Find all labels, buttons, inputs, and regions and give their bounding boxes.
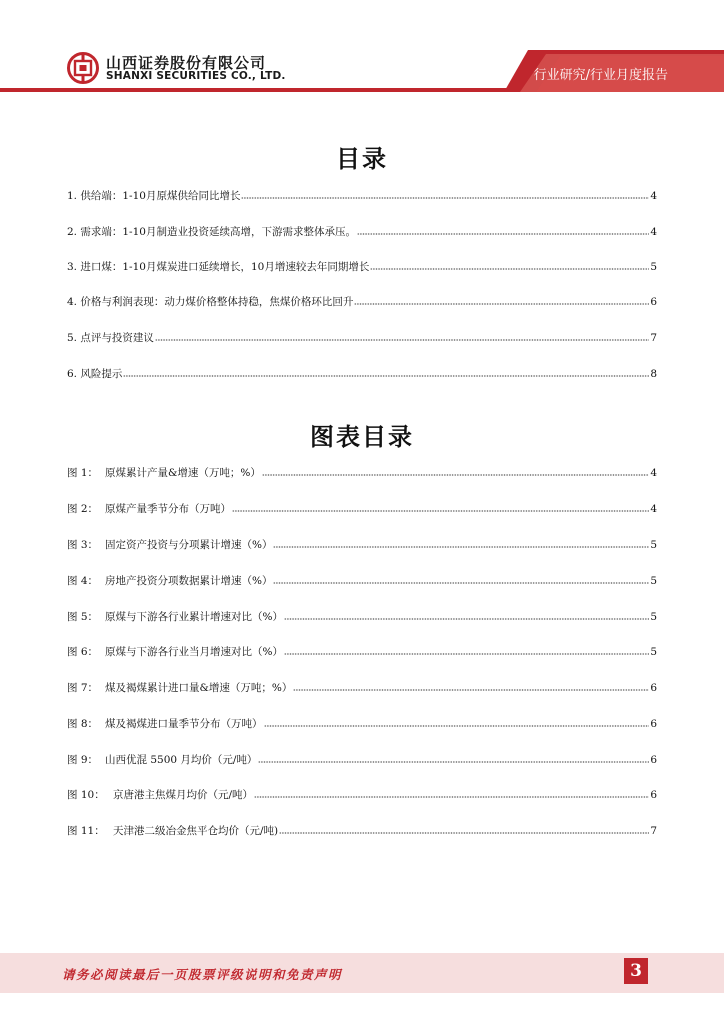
figure-entry[interactable] bbox=[67, 787, 657, 801]
toc-entry[interactable] bbox=[67, 259, 657, 273]
figure-entry-number: 图 6： bbox=[67, 646, 99, 658]
figure-entry-label: 煤及褐煤进口量季节分布（万吨） bbox=[105, 718, 263, 730]
figure-entry-page: 7 bbox=[650, 825, 657, 837]
page-header bbox=[0, 0, 724, 100]
figure-entry-page: 5 bbox=[650, 575, 657, 587]
figure-entry-label: 房地产投资分项数据累计增速（%） bbox=[105, 575, 273, 587]
toc-entry[interactable] bbox=[67, 294, 657, 308]
figure-entry[interactable] bbox=[67, 501, 657, 515]
toc-title: 目录 bbox=[336, 144, 388, 173]
figure-entry[interactable] bbox=[67, 716, 657, 730]
toc-entry-label: 点评与投资建议 bbox=[80, 332, 154, 344]
dot-leader bbox=[370, 261, 649, 270]
figure-entry-number: 图 3： bbox=[67, 539, 99, 551]
figure-list-title: 图表目录 bbox=[310, 422, 414, 451]
toc-entry-label: 价格与利润表现：动力煤价格整体持稳，焦煤价格环比回升 bbox=[80, 296, 354, 308]
report-type-label: 行业研究/行业月度报告 bbox=[533, 68, 668, 83]
figure-entry-label: 原煤产量季节分布（万吨） bbox=[105, 503, 231, 515]
figure-entry-page: 6 bbox=[650, 718, 657, 730]
figure-entry-page: 6 bbox=[650, 754, 657, 766]
toc-entry-number: 2. bbox=[67, 226, 78, 238]
company-name-en: SHANXI SECURITIES CO., LTD. bbox=[106, 70, 286, 82]
dot-leader bbox=[279, 825, 649, 834]
toc-entry-page: 4 bbox=[650, 226, 657, 238]
figure-entry-page: 6 bbox=[650, 789, 657, 801]
toc-entry-number: 1. bbox=[67, 190, 78, 202]
page-number-badge: 3 bbox=[624, 958, 648, 984]
figure-entry-label: 固定资产投资与分项累计增速（%） bbox=[105, 539, 273, 551]
figure-entry-label: 京唐港主焦煤月均价（元/吨） bbox=[113, 789, 254, 801]
figure-entry-label: 天津港二级冶金焦平仓均价（元/吨) bbox=[113, 825, 279, 837]
dot-leader bbox=[232, 503, 649, 512]
figure-entry[interactable] bbox=[67, 465, 657, 479]
toc-entry-page: 7 bbox=[650, 332, 657, 344]
toc-entry[interactable] bbox=[67, 224, 657, 238]
figure-entry-number: 图 11： bbox=[67, 825, 105, 837]
figure-entry-label: 煤及褐煤累计进口量&增速（万吨；%） bbox=[105, 682, 293, 694]
figure-entry-page: 4 bbox=[650, 503, 657, 515]
dot-leader bbox=[284, 646, 649, 655]
footer-disclaimer: 请务必阅读最后一页股票评级说明和免责声明 bbox=[62, 967, 343, 982]
toc-entry-number: 5. bbox=[67, 332, 78, 344]
figure-entry[interactable] bbox=[67, 537, 657, 551]
toc-entry[interactable] bbox=[67, 366, 657, 380]
figure-entry[interactable] bbox=[67, 609, 657, 623]
figure-entry-number: 图 7： bbox=[67, 682, 99, 694]
figure-entry-page: 5 bbox=[650, 539, 657, 551]
toc-entry-label: 供给端：1-10月原煤供给同比增长 bbox=[80, 190, 241, 202]
dot-leader bbox=[155, 332, 649, 341]
figure-entry[interactable] bbox=[67, 644, 657, 658]
dot-leader bbox=[284, 611, 649, 620]
toc-entry-label: 需求端：1-10月制造业投资延续高增，下游需求整体承压。 bbox=[80, 226, 356, 238]
figure-entry-number: 图 9： bbox=[67, 754, 99, 766]
figure-entry-number: 图 5： bbox=[67, 611, 99, 623]
toc-entry-number: 3. bbox=[67, 261, 78, 273]
dot-leader bbox=[273, 539, 649, 548]
toc-entry-page: 5 bbox=[650, 261, 657, 273]
company-name-cn: 山西证券股份有限公司 bbox=[106, 54, 267, 72]
figure-entry-label: 原煤累计产量&增速（万吨；%） bbox=[105, 467, 261, 479]
figure-entry-label: 原煤与下游各行业当月增速对比（%） bbox=[105, 646, 283, 658]
dot-leader bbox=[264, 718, 650, 727]
figure-entry-number: 图 1： bbox=[67, 467, 99, 479]
figure-entry-label: 山西优混 5500 月均价（元/吨） bbox=[105, 754, 258, 766]
dot-leader bbox=[258, 754, 649, 763]
toc-entry-label: 进口煤：1-10月煤炭进口延续增长，10月增速较去年同期增长 bbox=[80, 261, 370, 273]
figure-entry-page: 6 bbox=[650, 682, 657, 694]
figure-entry[interactable] bbox=[67, 823, 657, 837]
dot-leader bbox=[293, 682, 649, 691]
dot-leader bbox=[241, 190, 649, 199]
figure-entry-page: 4 bbox=[650, 467, 657, 479]
figure-entry-page: 5 bbox=[650, 646, 657, 658]
figure-entry[interactable] bbox=[67, 680, 657, 694]
dot-leader bbox=[273, 575, 649, 584]
toc-entry-page: 8 bbox=[650, 368, 657, 380]
dot-leader bbox=[254, 789, 649, 798]
figure-entry[interactable] bbox=[67, 573, 657, 587]
figure-entry-page: 5 bbox=[650, 611, 657, 623]
toc-entry-number: 6. bbox=[67, 368, 78, 380]
dot-leader bbox=[123, 368, 649, 377]
toc-entry-number: 4. bbox=[67, 296, 78, 308]
dot-leader bbox=[354, 296, 649, 305]
toc-entry-page: 6 bbox=[650, 296, 657, 308]
toc-entry[interactable] bbox=[67, 188, 657, 202]
dot-leader bbox=[262, 467, 649, 476]
figure-entry-number: 图 8： bbox=[67, 718, 99, 730]
figure-entry-label: 原煤与下游各行业累计增速对比（%） bbox=[105, 611, 283, 623]
toc-entry-page: 4 bbox=[650, 190, 657, 202]
dot-leader bbox=[357, 226, 649, 235]
figure-entry[interactable] bbox=[67, 752, 657, 766]
figure-entry-number: 图 4： bbox=[67, 575, 99, 587]
figure-entry-number: 图 10： bbox=[67, 789, 105, 801]
toc-entry-label: 风险提示 bbox=[80, 368, 123, 380]
figure-entry-number: 图 2： bbox=[67, 503, 99, 515]
toc-entry[interactable] bbox=[67, 330, 657, 344]
